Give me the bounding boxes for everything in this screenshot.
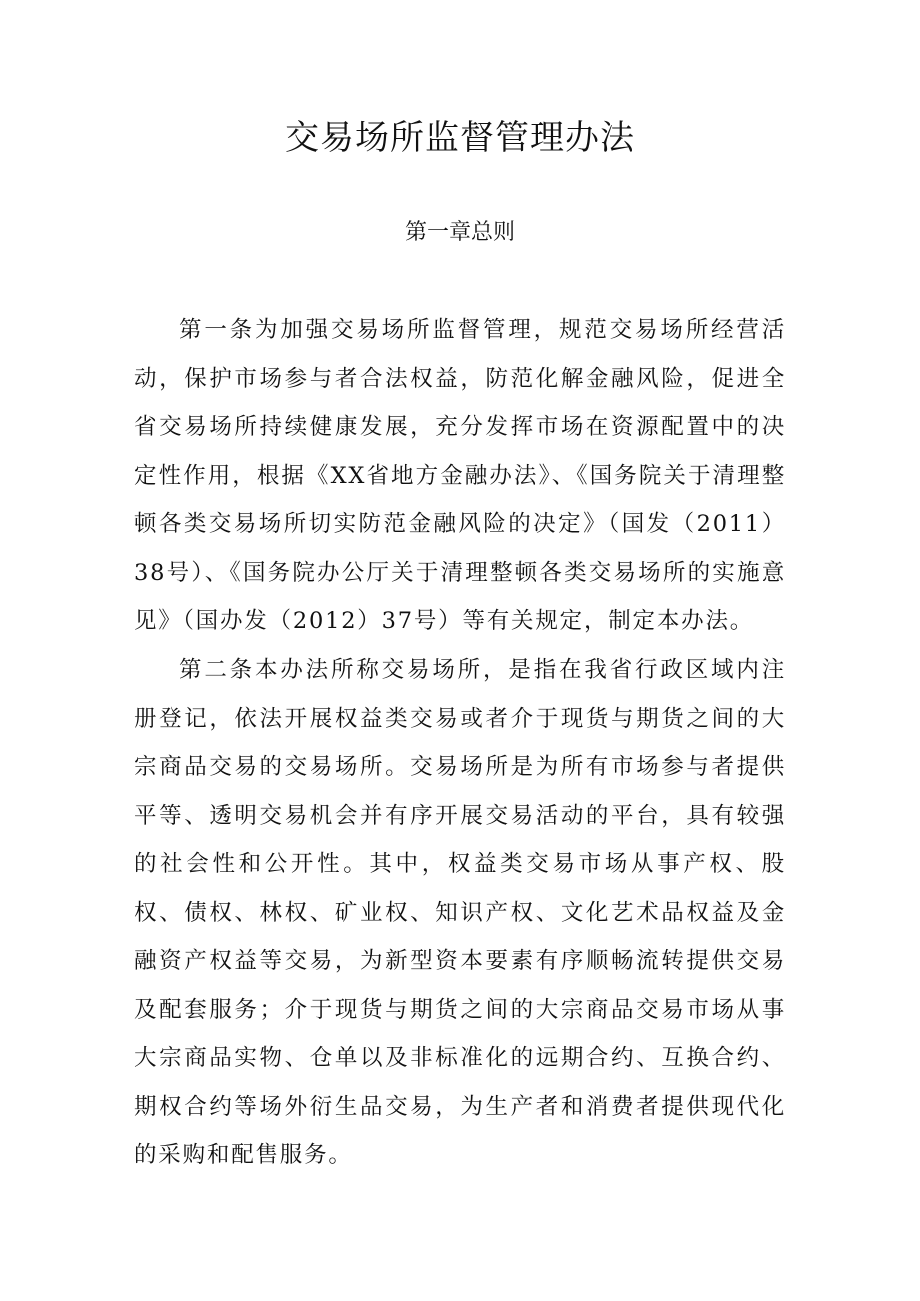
document-title: 交易场所监督管理办法 <box>285 118 635 158</box>
article-2-paragraph: 第二条本办法所称交易场所，是指在我省行政区域内注册登记，依法开展权益类交易或者介于现货与期货之间的大宗商品交易的交易场所。交易场所是为所有市场参与者提供平等、透明交易机会并有序开展交易活动的平台，具有较强的社会性和公开性。其中，权益类交易市场从事产权、股权、债权、林权、矿业权、知识产权、文化艺术品权益及金融资产权益等交易，为新型资本要素有序顺畅流转提供交易及配套服务；介于现货与期货之间的大宗商品交易市场从事大宗商品实物、仓单以及非标准化的远期合约、互换合约、期权合约等场外衍生品交易，为生产者和消费者提供现代化的采购和配售服务。 <box>134 657 786 1168</box>
chapter-heading: 第一章总则 <box>404 220 515 245</box>
article-1-paragraph: 第一条为加强交易场所监督管理，规范交易场所经营活动，保护市场参与者合法权益，防范化解金融风险，促进全省交易场所持续健康发展，充分发挥市场在资源配置中的决定性作用，根据《XX省地方金融办法》、《国务院关于清理整顿各类交易场所切实防范金融风险的决定》（国发（2011）38号）、《国务院办公厅关于清理整顿各类交易场所的实施意见》（国办发（2012）37号）等有关规定，制定本办法。 <box>134 317 786 634</box>
